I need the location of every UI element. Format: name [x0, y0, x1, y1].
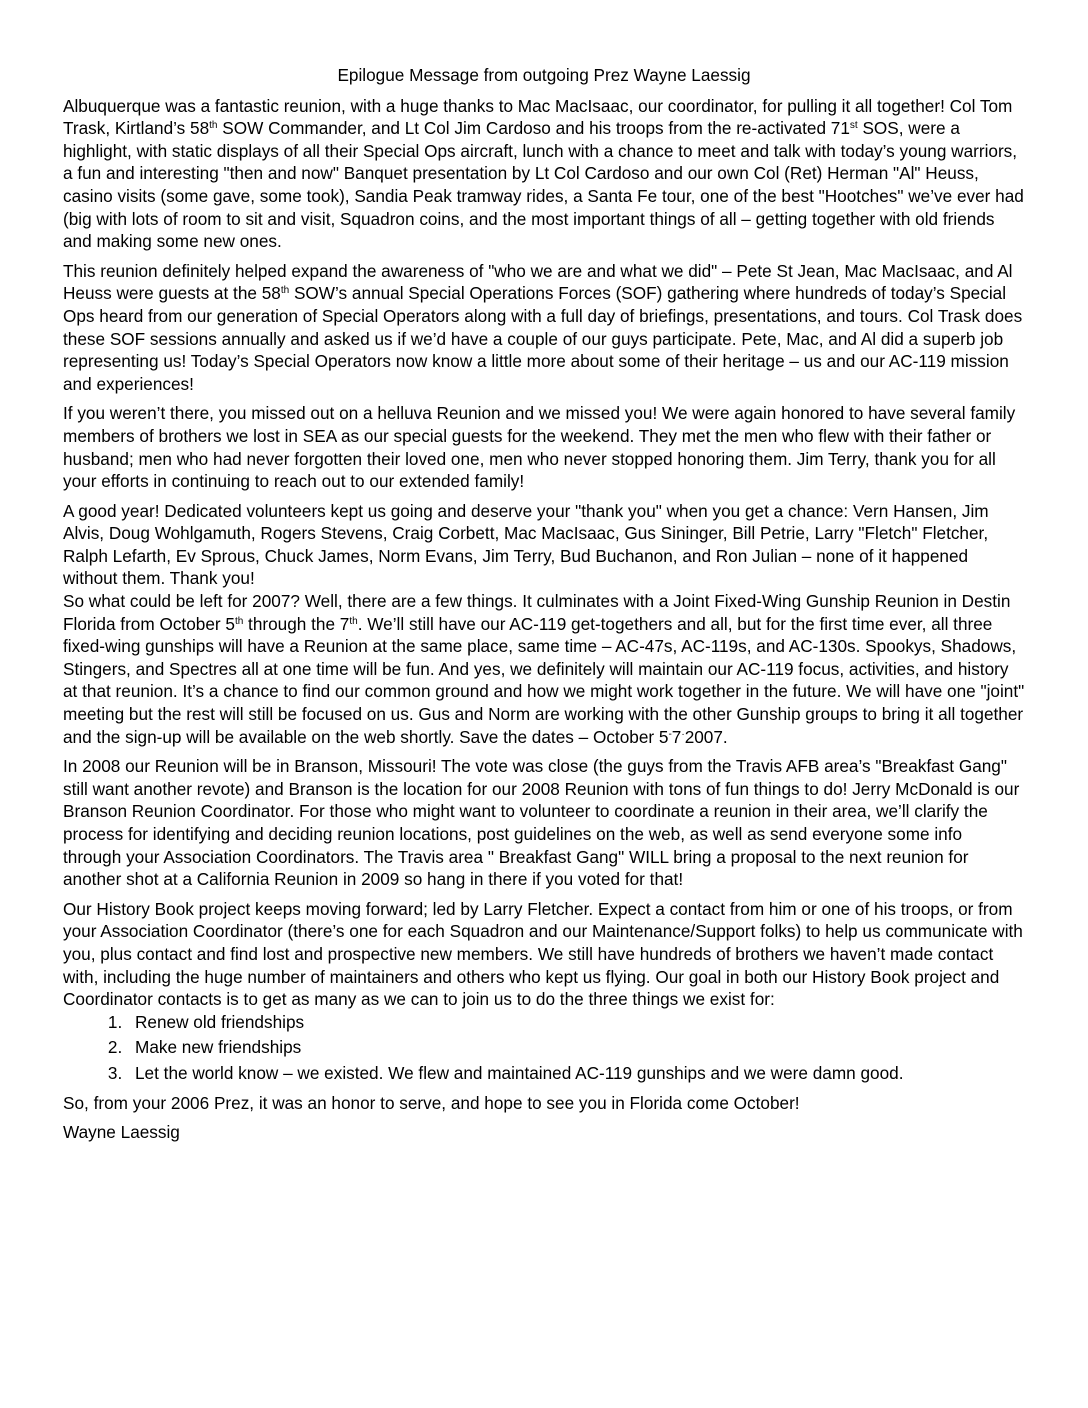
text-segment: . We’ll still have our AC-119 get-togethers and all, but for the first time ever, all three fixed-wing gunships will have a Reunion at the same place, same time – AC-47s, AC-119s, and AC-130s. Spookys, Shadows, Stingers, and Spectres all at one time will be fun. And yes, we definitely will maintain our AC-119 focus, activities, and history at that reunion. It’s a chance to find our common ground and how we might work together in the future. We will have one "joint" meeting but the rest will still be focused on us. Gus and Norm are working with the other Gunship groups to bring it all together and the sign-up will be available on the web shortly. Save the dates – October 5	[63, 613, 1025, 747]
superscript: th	[234, 615, 244, 627]
signature: Wayne Laessig	[63, 1122, 180, 1143]
text-segment: 2007.	[684, 726, 728, 747]
superscript: -	[668, 728, 672, 740]
list-item: 3. Let the world know – we existed. We flew and maintained AC-119 gunships and we were damn good.	[127, 1062, 1025, 1085]
text-segment: SOW Commander, and Lt Col Jim Cardoso and his troops from the re-activated 71	[217, 118, 850, 139]
document-title: Epilogue Message from outgoing Prez Wayne Laessig	[337, 65, 751, 85]
paragraph-2007-plans	[63, 590, 1025, 748]
closing-line: So, from your 2006 Prez, it was an honor to serve, and hope to see you in Florida come October!	[63, 1092, 800, 1113]
text-segment: Albuquerque was a fantastic reunion, with a huge thanks to Mac MacIsaac, our coordinator, for pulling it all together! Col Tom Trask, Kirtland’s 58	[63, 95, 1013, 139]
document-page	[63, 64, 1025, 1144]
superscript: ·	[681, 728, 685, 740]
text-segment: SOW’s annual Special Operations Forces (SOF) gathering where hundreds of today’s Special Ops heard from our generation of Special Operators along with a full day of briefings, presentations, and tours. Col Trask does these SOF sessions annually and asked us if we’d have a couple of our guys participate. Pete, Mac, and Al did a superb job representing us! Today’s Special Operators now know a little more about some of their heritage – us and our AC-119 mission and experiences!	[63, 283, 1023, 394]
paragraph-reunion-recap	[63, 95, 1025, 253]
superscript: th	[209, 120, 218, 132]
superscript: th	[280, 285, 290, 297]
paragraph-2008-branson: In 2008 our Reunion will be in Branson, Missouri! The vote was close (the guys from the Travis AFB area’s "Breakfast Gang" still want another revote) and Branson is the location for our 2008 Reunion with tons of fun things to do! Jerry McDonald is our Branson Reunion Coordinator. For those who might want to volunteer to coordinate a reunion in their area, we’ll clarify the process for identifying and deciding reunion locations, post guidelines on the web, as well as send everyone some info through your Association Coordinators. The Travis area " Breakfast Gang" WILL bring a proposal to the next reunion for another shot at a California Reunion in 2009 so hang in there if you voted for that!	[63, 756, 1020, 890]
goals-list	[63, 1011, 1025, 1085]
list-item: 2. Make new friendships	[127, 1036, 1025, 1059]
text-segment: This reunion definitely helped expand the awareness of "who we are and what we did" – Pete St Jean, Mac MacIsaac, and Al Heuss were guests at the 58	[63, 260, 1013, 304]
paragraph-volunteers: A good year! Dedicated volunteers kept us going and deserve your "thank you" when you get a chance: Vern Hansen, Jim Alvis, Doug Wohlgamuth, Rogers Stevens, Craig Corbett, Mac MacIsaac, Gus Sininger, Bill Petrie, Larry "Fletch" Fletcher, Ralph Lefarth, Ev Sprous, Chuck James, Norm Evans, Jim Terry, Bud Buchanon, and Ron Julian – none of it happened without them. Thank you!	[63, 500, 989, 589]
superscript: th	[349, 615, 358, 627]
paragraph-missed-you: If you weren’t there, you missed out on a helluva Reunion and we missed you! We were again honored to have several family members of brothers we lost in SEA as our special guests for the weekend. They met the men who flew with their father or husband; men who had never forgotten their loved one, men who never stopped honoring them. Jim Terry, thank you for all your efforts in continuing to reach out to our extended family!	[63, 403, 1016, 492]
text-segment: through the 7	[243, 613, 350, 634]
text-segment: 7	[671, 726, 682, 747]
paragraph-history-book: Our History Book project keeps moving forward; led by Larry Fletcher. Expect a contact from him or one of his troops, or from your Association Coordinator (there’s one for each Squadron and our Maintenance/Support folks) to help us communicate with you, plus contact and find lost and prospective new members. We still have hundreds of brothers we haven’t made contact with, including the huge number of maintainers and others who kept us flying. Our goal in both our History Book project and Coordinator contacts is to get as many as we can to join us to do the three things we exist for:	[63, 898, 1023, 1010]
text-segment: So what could be left for 2007? Well, there are a few things. It culminates with a Joint Fixed-Wing Gunship Reunion in Destin Florida from October 5	[63, 591, 1011, 634]
text-segment: SOS, were a highlight, with static displays of all their Special Ops aircraft, lunch with a chance to meet and talk with today’s young warriors, a fun and interesting "then and now" Banquet presentation by Lt Col Cardoso and our own Col (Ret) Herman "Al" Heuss, casino visits (some gave, some took), Sandia Peak tramway rides, a Santa Fe tour, one of the best "Hootches" we’ve ever had (big with lots of room to sit and visit, Squadron coins, and the most important things of all – getting together with old friends and making some new ones.	[63, 118, 1024, 252]
superscript: st	[849, 120, 858, 132]
paragraph-awareness	[63, 260, 1025, 396]
list-item: 1. Renew old friendships	[127, 1011, 1025, 1034]
